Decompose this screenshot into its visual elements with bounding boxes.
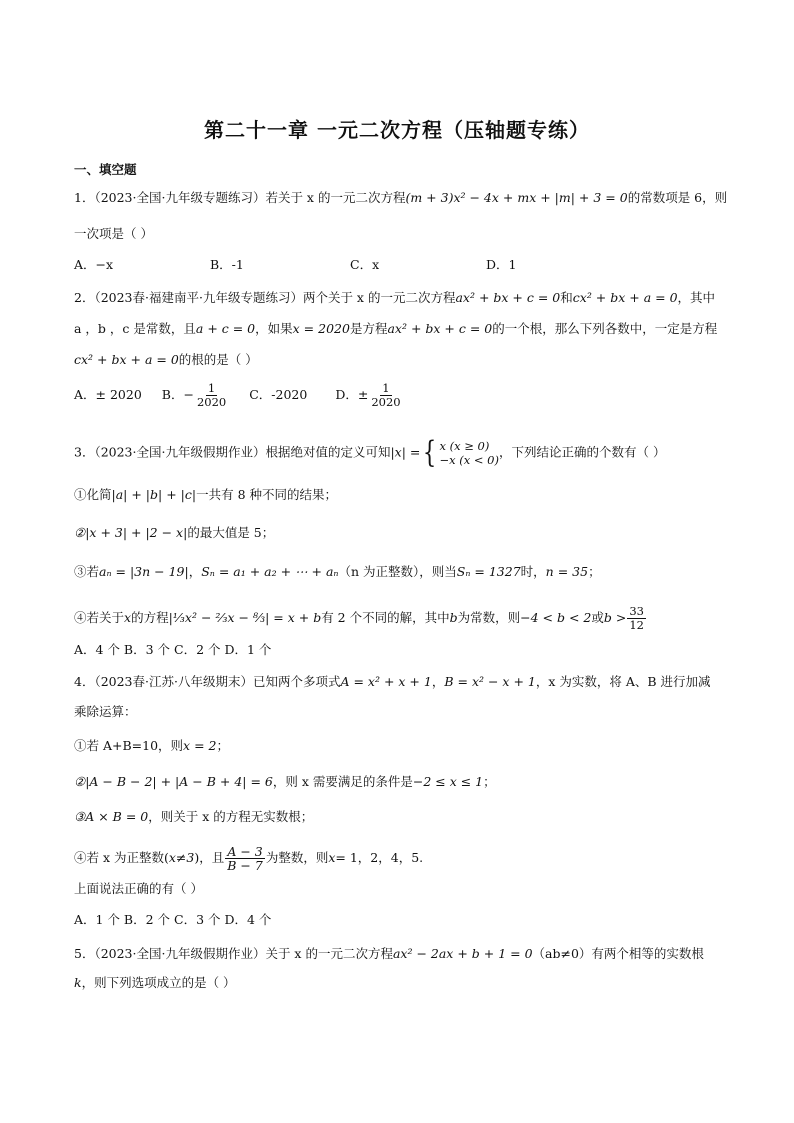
q4-text-tail: ，x 为实数，将 A、B 进行加减: [535, 674, 711, 689]
q2-option-c: C．-2020: [249, 387, 308, 402]
q2-option-a: A．± 2020: [74, 387, 142, 402]
q3-text: 3．（2023·全国·九年级假期作业）根据绝对值的定义可知: [74, 444, 391, 460]
q3-case-2: −x (x < 0): [439, 453, 499, 467]
q3-item4-equation: |⅓x² − ⅔x − ⁸⁄₃| = x + b: [168, 610, 322, 625]
q1-equation: (m + 3)x² − 4x + mx + |m| + 3 = 0: [405, 190, 628, 205]
page-title: 第二十一章 一元二次方程（压轴题专练）: [204, 118, 590, 142]
q4-poly-a: A = x² + x + 1: [340, 674, 432, 689]
q3-text-tail: ，下列结论正确的个数有（ ）: [498, 444, 666, 460]
q2-line3: [74, 351, 258, 369]
q3-item4-text-b: 的方程: [131, 610, 169, 625]
q2-text-b: ，如果: [255, 321, 293, 336]
q5-k: k: [74, 975, 82, 990]
q3-item4-x: x: [124, 610, 132, 625]
q4-item4-fraction: [225, 845, 265, 872]
q3-item4-fraction: [627, 605, 646, 632]
q4-item4: [74, 845, 423, 872]
q3-item4-inequality: −4 < b < 2: [520, 610, 592, 625]
q2-option-b-prefix: B．−: [161, 387, 194, 402]
q1-line2: 一次项是（ ）: [74, 226, 153, 241]
q3-item2: [74, 524, 274, 542]
q2-option-d-fraction: [369, 382, 402, 409]
q2-text-c: 是方程: [349, 321, 388, 336]
q4-item3: [74, 808, 313, 826]
q3-item3-sn: Sₙ = a₁ + a₂ + ⋯ + aₙ: [201, 564, 339, 579]
q2-and: 和: [560, 290, 573, 305]
q4-summary: 上面说法正确的有（ ）: [74, 881, 203, 896]
q3-item3-text-c: 时，: [520, 564, 546, 579]
q2-equation-4: cx² + bx + a = 0: [74, 352, 179, 367]
q4-poly-b: B = x² − x + 1: [444, 674, 536, 689]
q3-item3-n-value: n = 35: [545, 564, 589, 579]
fraction-denominator: 2020: [196, 395, 227, 409]
q5-text: 5．（2023·全国·九年级假期作业）关于 x 的一元二次方程: [74, 946, 393, 961]
q3-item3-sn-value: Sₙ = 1327: [456, 564, 521, 579]
q3-options: A．4 个 B．3 个 C．2 个 D．1 个: [74, 642, 272, 657]
q2-text-d: 的一个根，那么下列各数中，一定是方程: [492, 321, 718, 336]
q3-item4: [74, 605, 647, 632]
q4-line1: 4．（2023春·江苏·八年级期末）已知两个多项式A = x² + x + 1，B = x² − x + 1，x 为实数，将 A、B 进行加减: [74, 674, 711, 689]
q4-item1-text: ①若 A+B=10，则: [74, 738, 184, 753]
q2-line1: [74, 289, 715, 307]
q2-equation-2: cx² + bx + a = 0: [572, 290, 678, 305]
q2-option-b: [161, 381, 229, 409]
q2-text-a: a ，b ，c 是常数，且: [74, 321, 196, 336]
q3-piecewise: { x (x ≥ 0) −x (x < 0): [423, 435, 499, 470]
q4-item3-text: ，则关于 x 的方程无实数根；: [148, 809, 314, 824]
q4-text: 4．（2023春·江苏·八年级期末）已知两个多项式: [74, 674, 341, 689]
q4-item1: [74, 737, 229, 755]
q3-abs: |x| =: [390, 444, 421, 460]
q4-item4-text: ④若 x 为正整数(: [74, 850, 169, 865]
q2-options: [74, 382, 404, 409]
q3-item1-text: ①化简: [74, 487, 112, 502]
fraction-numerator: 1: [382, 381, 390, 395]
q2-line2: [74, 320, 717, 338]
q3-item2-tail: 的最大值是 5；: [187, 525, 275, 540]
q3-item4-b: b: [449, 610, 458, 625]
q3-item1: [74, 486, 337, 504]
q4-item1-tail: ；: [216, 738, 229, 753]
q4-item4-x: x: [328, 850, 336, 865]
q4-item2-text: ，则 x 需要满足的条件是: [272, 774, 413, 789]
q2-option-d-prefix: D．±: [335, 387, 369, 402]
q3-item3-text-b: （n 为正整数），则当: [338, 564, 457, 579]
q3-item3-text-d: ；: [588, 564, 601, 579]
q2-root: x = 2020: [292, 321, 350, 336]
q4-item2: [74, 773, 496, 791]
q3-item3-text: ③若: [74, 564, 100, 579]
fraction-numerator: 33: [629, 604, 644, 618]
q3-item4-inequality-2: b >: [603, 610, 627, 625]
q4-item3-equation: ③A × B = 0: [74, 809, 149, 824]
q4-item4-condition: x≠3: [168, 850, 195, 865]
q4-item4-text-c: 为整数，则: [265, 850, 329, 865]
q3-item3: ③若aₙ = |3n − 19|，Sₙ = a₁ + a₂ + ⋯ + aₙ（n 为正整数），则当Sₙ = 1327时，n = 35；: [74, 564, 601, 579]
q2-text-e: 的根的是（ ）: [178, 352, 258, 367]
q3-line1: [74, 435, 666, 470]
q4-line2: 乘除运算：: [74, 704, 137, 719]
q3-item4-text-c: 有 2 个不同的解，其中: [321, 610, 450, 625]
section-heading-fill-in: 一、填空题: [74, 162, 137, 177]
q4-item4-values: = 1，2，4，5.: [335, 850, 424, 865]
q3-item2-expression: ②|x + 3| + |2 − x|: [74, 525, 188, 540]
q2-equation-3: ax² + bx + c = 0: [387, 321, 493, 336]
q2-equation-1: ax² + bx + c = 0: [455, 290, 561, 305]
q1-option-b: B．-1: [210, 257, 244, 272]
q4-item1-equation: x = 2: [183, 738, 217, 753]
q3-item4-text: ④若关于: [74, 610, 125, 625]
fraction-denominator: B − 7: [227, 858, 263, 873]
q2-option-b-fraction: [195, 382, 228, 409]
q2-condition: a + c = 0: [195, 321, 256, 336]
q2-text: 2．（2023春·福建南平·九年级专题练习）两个关于 x 的一元二次方程: [74, 290, 456, 305]
q1-option-c: C．x: [350, 257, 380, 272]
q4-item4-text-b: )，且: [194, 850, 225, 865]
q5-text-b: ，则下列选项成立的是（ ）: [81, 975, 236, 990]
q3-item3-an: aₙ = |3n − 19|: [99, 564, 189, 579]
q5-text-tail: （ab≠0）有两个相等的实数根: [532, 946, 704, 961]
q1-options: [74, 256, 516, 274]
q2-option-d: [335, 381, 403, 409]
fraction-denominator: 2020: [371, 395, 401, 409]
q3-item4-text-d: 为常数，则: [457, 610, 521, 625]
q4-item2-equation: ②|A − B − 2| + |A − B + 4| = 6: [74, 774, 273, 789]
q5-line2: [74, 974, 236, 992]
q1-option-d: D．1: [486, 257, 517, 272]
q5-line1: [74, 945, 704, 963]
fraction-numerator: A − 3: [227, 844, 263, 859]
q3-item4-or: 或: [591, 610, 604, 625]
q4-item2-condition: −2 ≤ x ≤ 1: [412, 774, 484, 789]
q2-text-tail: ，其中: [677, 290, 716, 305]
q3-item1-tail: 一共有 8 种不同的结果；: [196, 487, 337, 502]
q3-case-1: x (x ≥ 0): [439, 439, 490, 453]
q1-text: 1．（2023·全国·九年级专题练习）若关于 x 的一元二次方程: [74, 190, 406, 205]
q1-text-tail: 的常数项是 6，则: [627, 190, 728, 205]
fraction-denominator: 12: [629, 618, 644, 632]
q3-item1-expression: |a| + |b| + |c|: [111, 487, 197, 502]
q1-line1: [74, 189, 727, 207]
q1-option-a: A．−x: [74, 257, 114, 272]
q4-item2-tail: ；: [483, 774, 496, 789]
fraction-numerator: 1: [207, 381, 216, 395]
q5-equation: ax² − 2ax + b + 1 = 0: [392, 946, 533, 961]
q4-options: A．1 个 B．2 个 C．3 个 D．4 个: [74, 912, 272, 927]
